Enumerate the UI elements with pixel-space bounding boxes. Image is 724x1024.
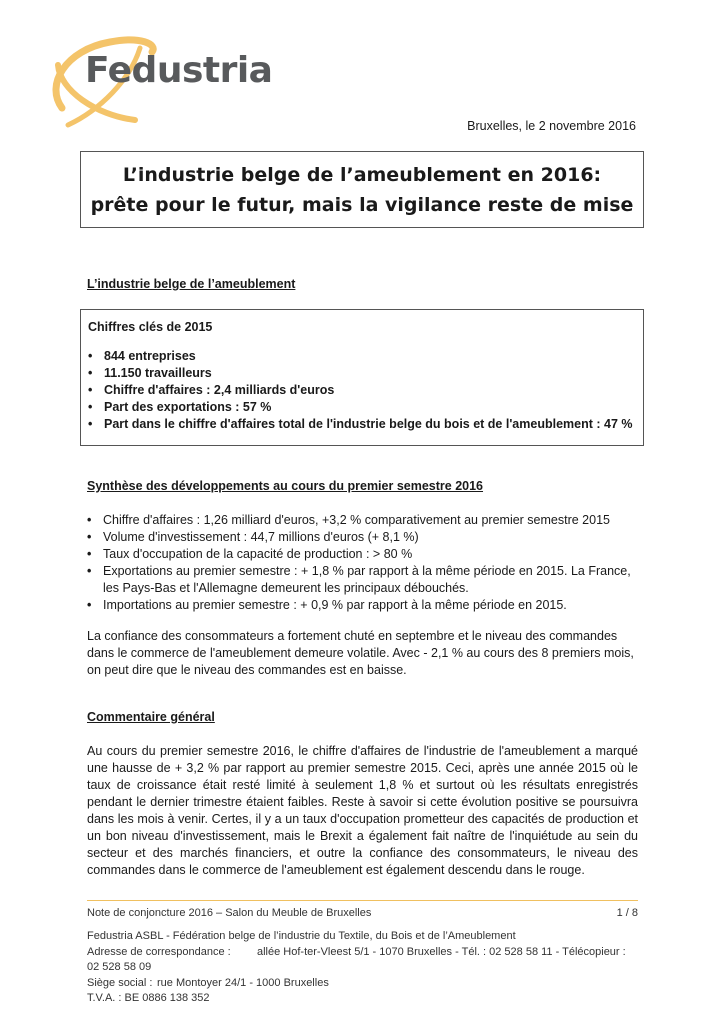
section-heading-commentary: Commentaire général [87, 710, 215, 724]
correspondence-label: Adresse de correspondance : [87, 945, 231, 958]
key-figures-box [80, 309, 644, 446]
list-item: • Exportations au premier semestre : + 1,8 % par rapport à la même période en 2015. La France, les Pays-Bas et l'Allemagne demeurent les principaux débouchés. [87, 563, 642, 597]
footer-seat [87, 976, 637, 992]
key-figures-list [88, 348, 643, 433]
title-line-1: L’industrie belge de l’ameublement en 2016: [122, 163, 602, 186]
list-item: • Part dans le chiffre d'affaires total de l'industrie belge du bois et de l'ameublement : 47 % [88, 416, 643, 433]
seat-label: Siège social : [87, 976, 153, 989]
list-item: • Taux d'occupation de la capacité de production : > 80 % [87, 546, 642, 563]
footer-address [87, 929, 637, 1007]
list-item: • 844 entreprises [88, 348, 643, 365]
title-line-2: prête pour le futur, mais la vigilance reste de mise [90, 193, 634, 216]
key-figures-title: Chiffres clés de 2015 [88, 320, 213, 334]
footer-vat: T.V.A. : BE 0886 138 352 [87, 992, 210, 1004]
logo-text: Fedustria [85, 50, 273, 91]
page-number: 1 / 8 [616, 907, 638, 919]
synthesis-list [87, 512, 642, 614]
seat-value: rue Montoyer 24/1 - 1000 Bruxelles [157, 976, 329, 989]
footer-correspondence [87, 945, 637, 976]
correspondence-value: allée Hof-ter-Vleest 5/1 - 1070 Bruxelles - Tél. : 02 528 58 11 - Télécopieur : 02 528 58 09 [87, 945, 626, 973]
list-item: • Importations au premier semestre : + 0,9 % par rapport à la même période en 2015. [87, 597, 642, 614]
footer-note: Note de conjoncture 2016 – Salon du Meuble de Bruxelles [87, 907, 372, 919]
list-item: • 11.150 travailleurs [88, 365, 643, 382]
title-box [80, 151, 644, 228]
section-heading-industry: L’industrie belge de l’ameublement [87, 277, 296, 291]
list-item: • Part des exportations : 57 % [88, 399, 643, 416]
commentary-paragraph: Au cours du premier semestre 2016, le chiffre d'affaires de l'industrie de l'ameublement a marqué une hausse de + 3,2 % par rapport au premier semestre 2015. Ceci, après une année 2015 où le taux de croissance était resté limité à seulement 1,8 % et surtout où les résultats enregistrés pendant le dernier trimestre étaient faibles. Reste à savoir si cette évolution positive se poursuivra dans les mois à venir. Certes, il y a un taux d'occupation prometteur des capacités de production et un bon niveau d'investissement, mais le Brexit a également fait naître de l'inquiétude au sein du secteur et des marchés financiers, et outre la confiance des consommateurs, le niveau des commandes dans le commerce de l'ameublement est également descendu dans le rouge. [87, 744, 638, 877]
list-item: • Volume d'investissement : 44,7 millions d'euros (+ 8,1 %) [87, 529, 642, 546]
section-heading-synthesis: Synthèse des développements au cours du premier semestre 2016 [87, 479, 484, 493]
synthesis-paragraph: La confiance des consommateurs a fortement chuté en septembre et le niveau des commandes dans le commerce de l'ameublement demeure volatile. Avec - 2,1 % au cours des 8 premiers mois, on peut dire que le niveau des commandes est en baisse. [87, 629, 634, 677]
list-item: • Chiffre d'affaires : 1,26 milliard d'euros, +3,2 % comparativement au premier semestre 2015 [87, 512, 642, 529]
footer-divider [87, 900, 638, 901]
footer-org: Fedustria ASBL - Fédération belge de l’industrie du Textile, du Bois et de l’Ameublement [87, 930, 516, 942]
document-date: Bruxelles, le 2 novembre 2016 [467, 119, 636, 133]
list-item: • Chiffre d'affaires : 2,4 milliards d'euros [88, 382, 643, 399]
